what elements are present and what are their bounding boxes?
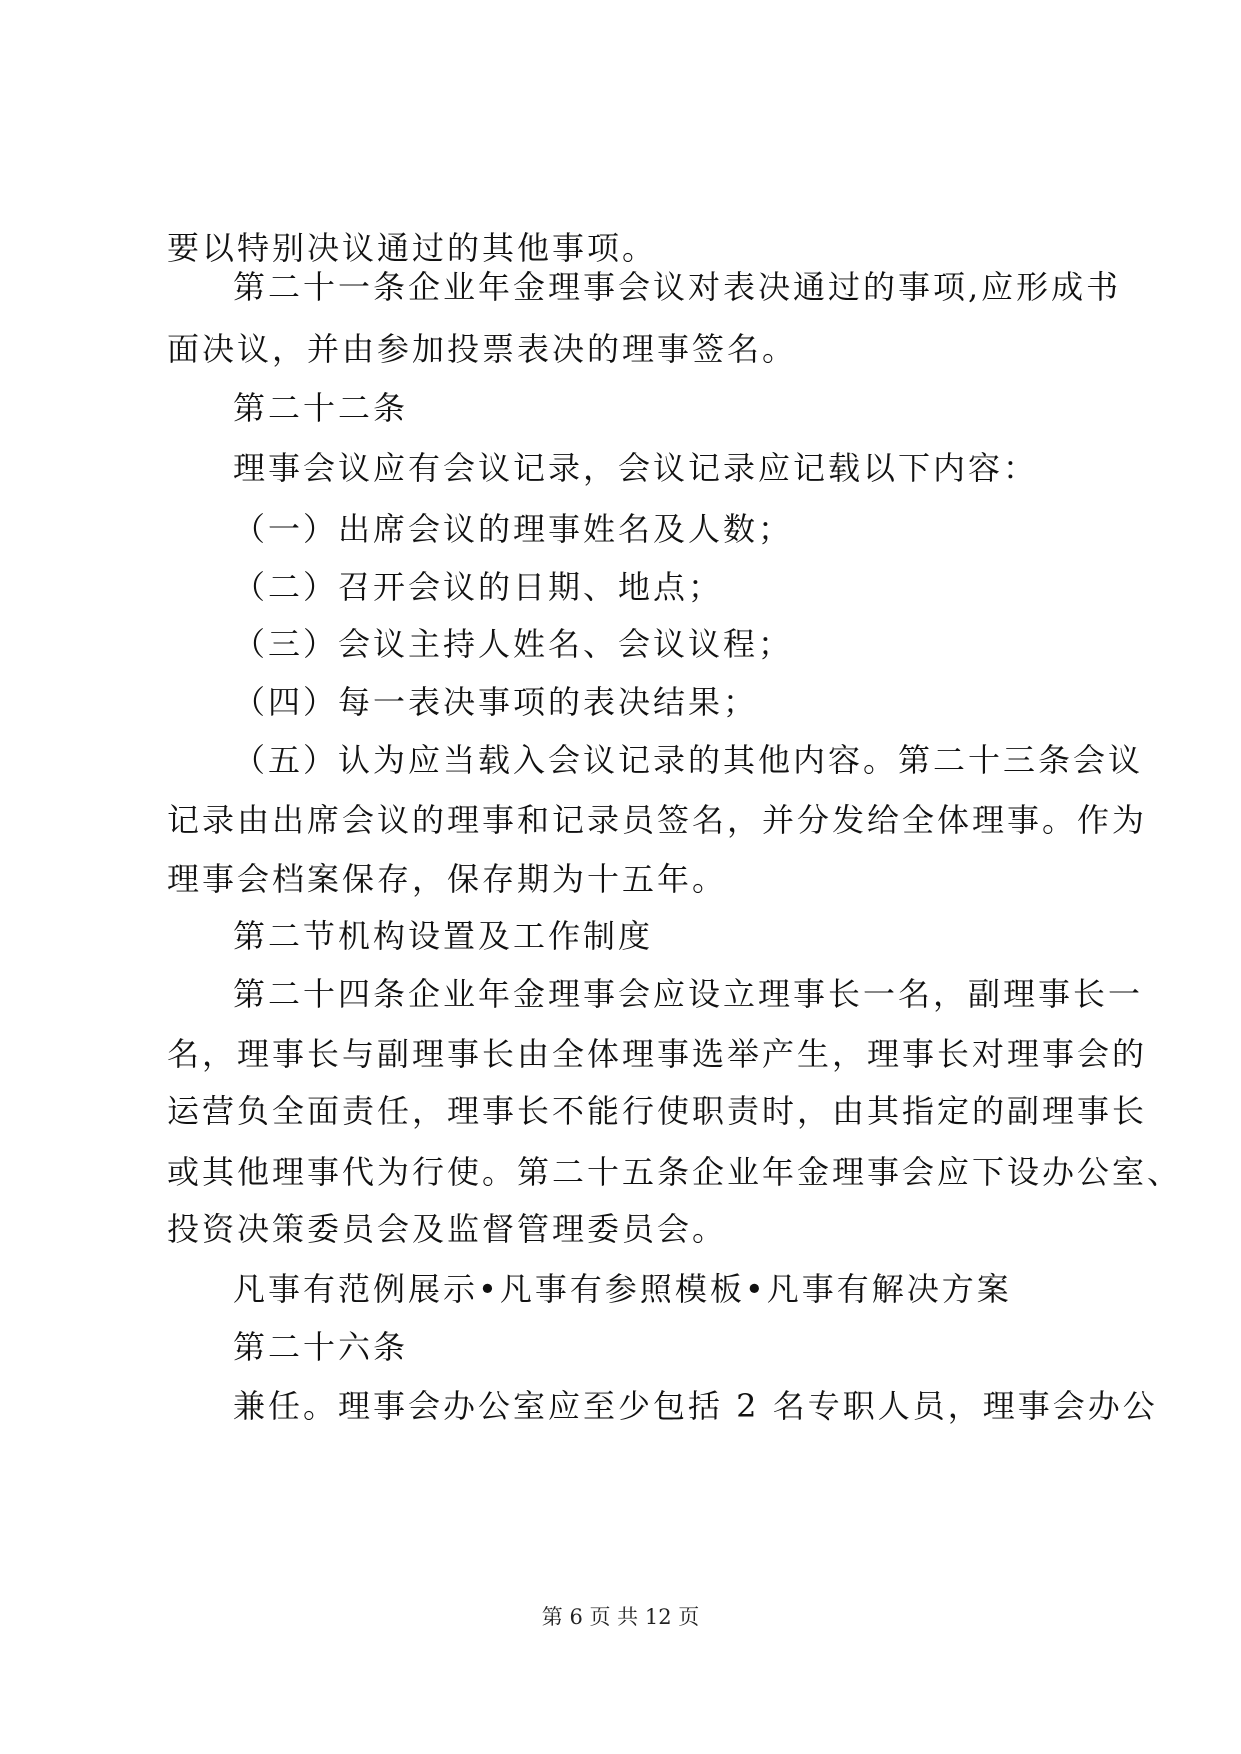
text-line: 名，理事长与副理事长由全体理事选举产生，理事长对理事会的 (167, 1035, 1148, 1073)
text-line: 理事会档案保存，保存期为十五年。 (167, 860, 728, 898)
text-line: 第二十六条 (233, 1328, 409, 1366)
list-item: （一）出席会议的理事姓名及人数； (233, 510, 794, 548)
text-line: 运营负全面责任，理事长不能行使职责时，由其指定的副理事长 (167, 1092, 1148, 1130)
section-heading: 第二节机构设置及工作制度 (233, 917, 654, 955)
list-item: （二）召开会议的日期、地点； (233, 568, 724, 606)
text-line: 理事会议应有会议记录，会议记录应记载以下内容： (233, 449, 1039, 487)
text-line: 凡事有范例展示•凡事有参照模板•凡事有解决方案 (233, 1270, 1012, 1308)
text-line: 第二十一条企业年金理事会议对表决通过的事项,应形成书 (233, 268, 1122, 306)
text-line: 投资决策委员会及监督管理委员会。 (167, 1210, 728, 1248)
list-item: （三）会议主持人姓名、会议议程； (233, 625, 794, 663)
page-number-footer: 第 6 页 共 12 页 (541, 1605, 700, 1629)
text-line: 或其他理事代为行使。第二十五条企业年金理事会应下设办公室、 (167, 1153, 1183, 1191)
text-line: 要以特别决议通过的其他事项。 (167, 229, 658, 267)
list-item: （四）每一表决事项的表决结果； (233, 683, 759, 721)
text-line: 第二十四条企业年金理事会应设立理事长一名，副理事长一 (233, 975, 1144, 1013)
text-line: 记录由出席会议的理事和记录员签名，并分发给全体理事。作为 (167, 801, 1148, 839)
text-line: 兼任。理事会办公室应至少包括 2 名专职人员，理事会办公 (233, 1387, 1158, 1425)
text-line: 第二十二条 (233, 389, 409, 427)
list-item: （五）认为应当载入会议记录的其他内容。第二十三条会议 (233, 741, 1144, 779)
text-line: 面决议，并由参加投票表决的理事签名。 (167, 330, 798, 368)
